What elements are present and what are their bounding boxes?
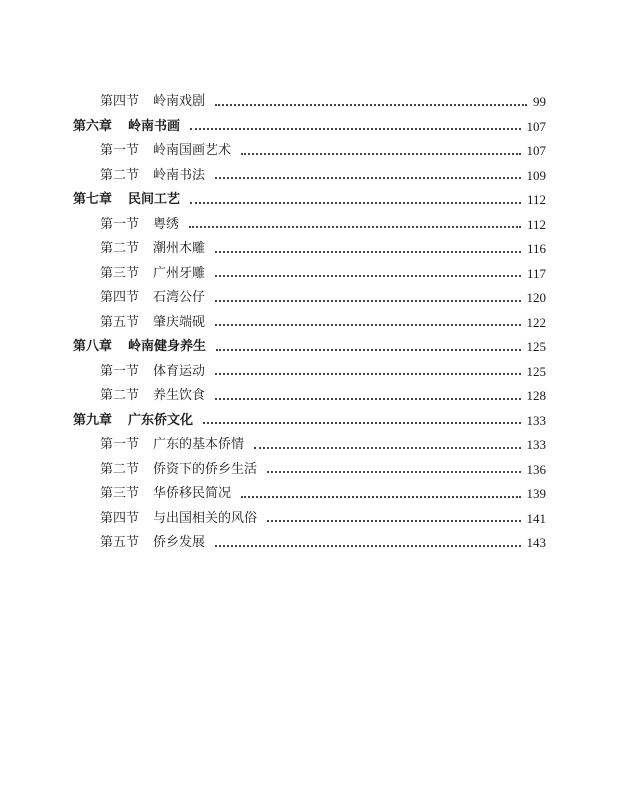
dot-leader bbox=[215, 323, 520, 326]
entry-page-number: 107 bbox=[526, 143, 546, 158]
dot-leader bbox=[267, 470, 520, 473]
dot-leader bbox=[254, 446, 520, 449]
toc-entry[interactable] bbox=[73, 286, 546, 311]
entry-page-number: 125 bbox=[526, 363, 546, 379]
entry-title: 石湾公仔 bbox=[153, 290, 206, 305]
entry-page-number: 125 bbox=[526, 339, 546, 354]
entry-page-number: 136 bbox=[526, 461, 546, 477]
entry-number: 第七章 bbox=[73, 192, 113, 207]
entry-page-number: 133 bbox=[526, 437, 546, 452]
entry-page-number: 139 bbox=[526, 486, 546, 501]
entry-title: 岭南书法 bbox=[153, 167, 206, 183]
entry-title: 广东的基本侨情 bbox=[153, 437, 245, 452]
entry-title: 体育运动 bbox=[153, 363, 206, 379]
toc-entry[interactable] bbox=[73, 139, 546, 164]
entry-number: 第一节 bbox=[100, 363, 140, 379]
entry-title: 肇庆端砚 bbox=[153, 314, 206, 330]
dot-leader bbox=[216, 348, 520, 351]
entry-title: 民间工艺 bbox=[128, 192, 181, 207]
toc-chapter-entry[interactable] bbox=[73, 409, 546, 434]
table-of-contents bbox=[73, 90, 546, 556]
entry-number: 第九章 bbox=[73, 412, 113, 428]
entry-page-number: 109 bbox=[526, 167, 546, 183]
toc-entry[interactable] bbox=[73, 262, 546, 287]
entry-page-number: 107 bbox=[526, 118, 546, 134]
entry-page-number: 112 bbox=[526, 192, 546, 207]
dot-leader bbox=[241, 152, 520, 155]
toc-entry[interactable] bbox=[73, 311, 546, 336]
entry-title: 粤绣 bbox=[153, 216, 180, 232]
entry-page-number: 122 bbox=[526, 314, 546, 330]
entry-number: 第二节 bbox=[100, 388, 140, 403]
entry-title: 侨资下的侨乡生活 bbox=[153, 461, 258, 477]
toc-entry[interactable] bbox=[73, 237, 546, 262]
entry-number: 第二节 bbox=[100, 461, 140, 477]
toc-chapter-entry[interactable] bbox=[73, 335, 546, 360]
entry-number: 第五节 bbox=[100, 535, 140, 550]
dot-leader bbox=[215, 397, 520, 400]
entry-number: 第五节 bbox=[100, 314, 140, 330]
entry-page-number: 143 bbox=[526, 535, 546, 550]
entry-page-number: 120 bbox=[526, 290, 546, 305]
entry-number: 第四节 bbox=[100, 94, 140, 109]
entry-title: 与出国相关的风俗 bbox=[153, 510, 258, 526]
entry-number: 第三节 bbox=[100, 265, 140, 281]
entry-title: 广州牙雕 bbox=[153, 265, 206, 281]
dot-leader bbox=[215, 103, 527, 106]
entry-title: 广东侨文化 bbox=[128, 412, 194, 428]
entry-title: 华侨移民简况 bbox=[153, 486, 232, 501]
entry-title: 岭南书画 bbox=[128, 118, 181, 134]
toc-entry[interactable] bbox=[73, 458, 546, 483]
dot-leader bbox=[215, 544, 520, 547]
entry-page-number: 112 bbox=[526, 216, 546, 232]
entry-number: 第一节 bbox=[100, 437, 140, 452]
dot-leader bbox=[190, 201, 521, 204]
toc-entry[interactable] bbox=[73, 213, 546, 238]
entry-number: 第四节 bbox=[100, 290, 140, 305]
toc-entry[interactable] bbox=[73, 384, 546, 409]
dot-leader bbox=[241, 495, 520, 498]
entry-page-number: 116 bbox=[526, 241, 546, 256]
toc-entry[interactable] bbox=[73, 433, 546, 458]
entry-page-number: 99 bbox=[533, 94, 546, 109]
dot-leader bbox=[215, 250, 521, 253]
entry-title: 养生饮食 bbox=[153, 388, 206, 403]
dot-leader bbox=[267, 519, 520, 522]
dot-leader bbox=[203, 421, 520, 424]
entry-title: 侨乡发展 bbox=[153, 535, 206, 550]
entry-number: 第四节 bbox=[100, 510, 140, 526]
entry-title: 岭南健身养生 bbox=[128, 339, 207, 354]
toc-entry[interactable] bbox=[73, 90, 546, 115]
entry-page-number: 128 bbox=[526, 388, 546, 403]
entry-number: 第一节 bbox=[100, 143, 140, 158]
entry-number: 第一节 bbox=[100, 216, 140, 232]
entry-number: 第二节 bbox=[100, 241, 140, 256]
toc-entry[interactable] bbox=[73, 507, 546, 532]
entry-page-number: 133 bbox=[526, 412, 546, 428]
entry-title: 岭南国画艺术 bbox=[153, 143, 232, 158]
entry-number: 第六章 bbox=[73, 118, 113, 134]
dot-leader bbox=[215, 372, 520, 375]
entry-title: 岭南戏剧 bbox=[153, 94, 206, 109]
toc-chapter-entry[interactable] bbox=[73, 188, 546, 213]
entry-page-number: 141 bbox=[526, 510, 546, 526]
toc-chapter-entry[interactable] bbox=[73, 115, 546, 140]
entry-page-number: 117 bbox=[526, 265, 546, 281]
dot-leader bbox=[215, 299, 520, 302]
toc-entry[interactable] bbox=[73, 482, 546, 507]
toc-entry[interactable] bbox=[73, 360, 546, 385]
entry-number: 第三节 bbox=[100, 486, 140, 501]
entry-number: 第二节 bbox=[100, 167, 140, 183]
toc-entry[interactable] bbox=[73, 164, 546, 189]
dot-leader bbox=[215, 176, 520, 179]
entry-title: 潮州木雕 bbox=[153, 241, 206, 256]
dot-leader bbox=[215, 274, 521, 277]
toc-entry[interactable] bbox=[73, 531, 546, 556]
dot-leader bbox=[190, 127, 520, 130]
entry-number: 第八章 bbox=[73, 339, 113, 354]
dot-leader bbox=[189, 225, 521, 228]
